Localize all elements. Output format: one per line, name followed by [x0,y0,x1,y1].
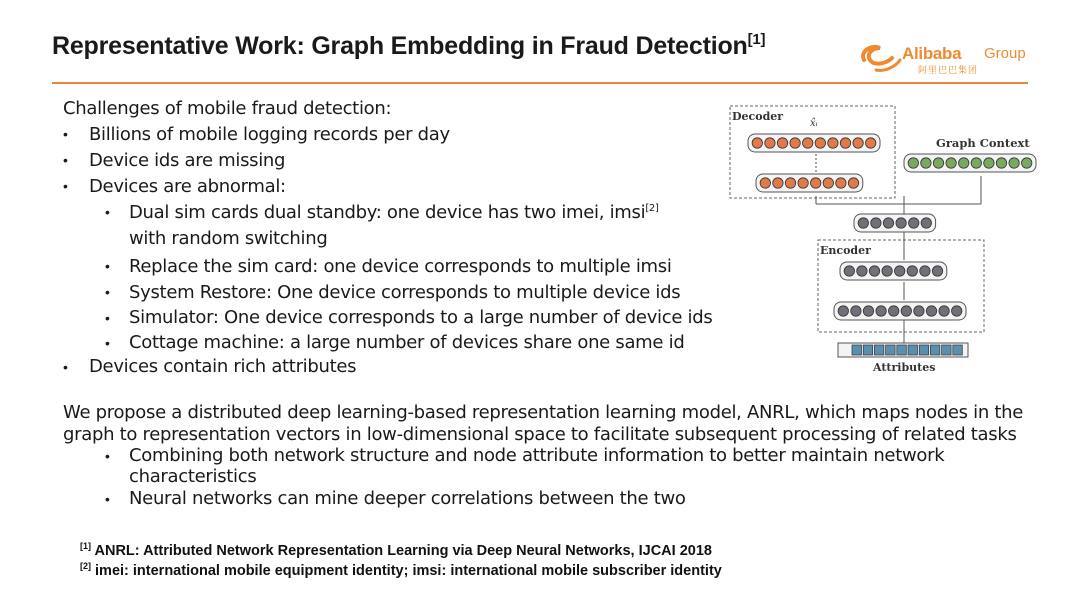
reference-2 [80,561,722,579]
encoder-hidden-layer-node [932,266,942,276]
attribute-cell [852,345,862,355]
encoder-hidden-layer-node [907,266,917,276]
bullet-dot: • [63,152,68,168]
logo-brand: Alibaba [902,44,962,63]
encoder-input-layer-node [914,306,924,316]
encoder-hidden-layer-node [844,266,854,276]
reference-text: imei: international mobile equipment identity; imsi: international mobile subscriber identity [95,563,722,579]
sub-bullet-dot: • [105,284,110,300]
decoder-hidden-layer-node [823,178,833,188]
proposal-line: graph to representation vectors in low-dimensional space to facilitate subsequent processing of related tasks [63,424,1017,445]
sub-bullet-dot: • [105,310,110,326]
decoder-hidden-layer-node [848,178,858,188]
decoder-output-layer-node [828,138,838,148]
attribute-cell [886,345,896,355]
embedding-layer-node [909,218,919,228]
decoder-hidden-layer-node [811,178,821,188]
encoder-hidden-layer [840,262,947,280]
reference-number: [1] [80,541,91,551]
encoder-input-layer-node [851,306,861,316]
graph-context-layer-node [933,158,943,168]
decoder-output-layer-node [840,138,850,148]
sub-bullet-dot: • [105,258,110,274]
encoder-input-layer-node [863,306,873,316]
title-citation: [1] [747,31,766,48]
encoder-input-layer-node [876,306,886,316]
reference-1 [80,541,712,559]
decoder-output-layer-node [815,138,825,148]
challenge-sub-item: Replace the sim card: one device corresponds to multiple imsi [129,256,672,277]
sub-bullet-dot: • [105,491,110,507]
encoder-input-layer-node [889,306,899,316]
attribute-cell [908,345,918,355]
decoder-output-layer-node [777,138,787,148]
slide-title-text: Representative Work: Graph Embedding in Fraud Detection [52,32,748,60]
encoder-input-layer-node [939,306,949,316]
sub-item-text: Dual sim cards dual standby: one device has two imei, imsi [129,202,646,223]
encoder-hidden-layer-node [920,266,930,276]
embedding-layer-node [921,218,931,228]
challenge-item: Devices contain rich attributes [89,356,357,377]
alibaba-logo-icon [858,40,902,74]
challenges-heading: Challenges of mobile fraud detection: [63,98,392,119]
challenge-sub-item-continuation: with random switching [129,228,328,249]
attribute-cell [919,345,929,355]
embedding-layer-node [871,218,881,228]
decoder-output-layer-node [752,138,762,148]
reference-text: ANRL: Attributed Network Representation Learning via Deep Neural Networks, IJCAI 2018 [94,543,712,559]
encoder-hidden-layer-node [869,266,879,276]
encoder-input-layer-node [838,306,848,316]
encoder-input-layer-node [926,306,936,316]
slide-title [52,31,765,61]
decoder-output-layer-node [853,138,863,148]
graph-context-layer-node [984,158,994,168]
graph-context-layer-node [946,158,956,168]
decoder-hidden-layer-node [760,178,770,188]
attribute-cell [930,345,940,355]
bullet-dot: • [63,126,68,142]
challenge-sub-item: System Restore: One device corresponds to multiple device ids [129,282,681,303]
decoder-output-layer-node [866,138,876,148]
proposal-line: We propose a distributed deep learning-based representation learning model, ANRL, which maps nodes in the [63,402,1024,423]
proposal-bullet: Neural networks can mine deeper correlations between the two [129,488,686,509]
attribute-cell [874,345,884,355]
decoder-hidden-layer-node [773,178,783,188]
embedding-layer-node [896,218,906,228]
graph-context-label: Graph Context [936,136,1030,150]
alibaba-logo [858,38,1033,78]
decoder-hidden-layer [756,174,863,192]
encoder-input-layer-node [901,306,911,316]
challenge-sub-item: Cottage machine: a large number of devices share one same id [129,332,685,353]
challenge-item: Device ids are missing [89,150,286,171]
proposal-bullet-continuation: characteristics [129,466,257,487]
embedding-layer-node [858,218,868,228]
decoder-output-layer-node [790,138,800,148]
attribute-cell [863,345,873,355]
graph-context-layer-node [908,158,918,168]
encoder-hidden-layer-node [857,266,867,276]
sub-bullet-dot: • [105,448,110,464]
encoder-label: Encoder [820,244,871,257]
encoder-hidden-layer-node [895,266,905,276]
challenge-sub-item [129,202,659,223]
graph-context-layer-node [996,158,1006,168]
decoder-hidden-layer-node [785,178,795,188]
decoder-output-layer-node [765,138,775,148]
attribute-cell [942,345,952,355]
graph-context-layer-node [1009,158,1019,168]
challenge-sub-item: Simulator: One device corresponds to a large number of device ids [129,307,713,328]
decoder-output-layer-node [803,138,813,148]
challenge-item: Devices are abnormal: [89,176,286,197]
graph-context-layer-node [1022,158,1032,168]
bullet-dot: • [63,178,68,194]
challenge-item: Billions of mobile logging records per day [89,124,450,145]
title-underline [52,82,1028,84]
sub-bullet-dot: • [105,204,110,220]
decoder-hidden-layer-node [798,178,808,188]
logo-group: Group [984,45,1026,62]
sub-bullet-dot: • [105,335,110,351]
sub-item-citation: [2] [645,203,659,214]
encoder-input-layer-node [952,306,962,316]
logo-chinese: 阿里巴巴集团 [918,65,979,75]
reference-number: [2] [80,561,91,571]
graph-context-layer-node [921,158,931,168]
graph-context-layer-node [959,158,969,168]
decoder-hidden-layer-node [836,178,846,188]
decoder-label: Decoder [732,110,784,123]
encoder-hidden-layer-node [882,266,892,276]
anrl-architecture-diagram [726,104,1066,380]
attributes-label: Attributes [873,361,936,374]
bullet-dot: • [63,359,68,375]
proposal-bullet: Combining both network structure and node attribute information to better maintain network [129,445,945,466]
embedding-layer-node [883,218,893,228]
graph-context-layer-node [971,158,981,168]
attribute-cell [953,345,963,355]
attribute-cell [897,345,907,355]
xhat-label: x̂ᵢ [810,118,818,129]
